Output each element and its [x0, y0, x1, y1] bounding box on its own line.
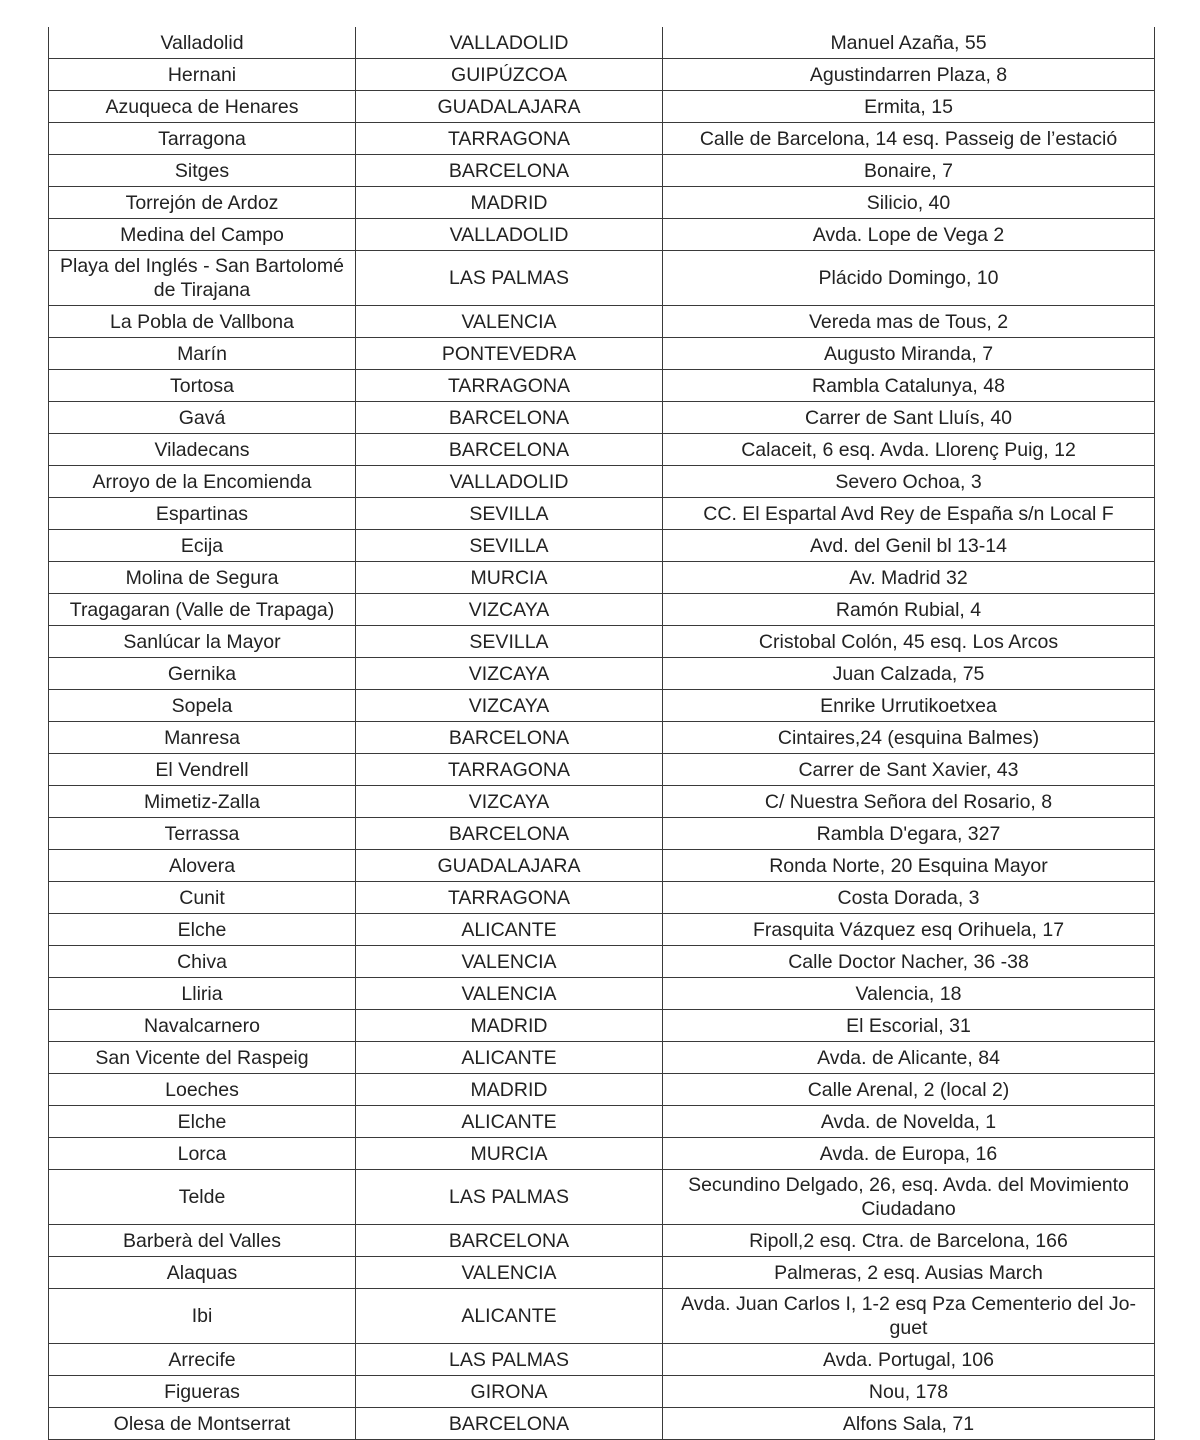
- address-cell: Calle de Barcelona, 14 esq. Passeig de l’estació: [663, 123, 1155, 155]
- city-cell: Hernani: [49, 59, 356, 91]
- address-cell: Calle Arenal, 2 (local 2): [663, 1074, 1155, 1106]
- table-row: [49, 1225, 1155, 1257]
- table-row: [49, 1289, 1155, 1344]
- city-cell: Alovera: [49, 850, 356, 882]
- city-cell: Lorca: [49, 1138, 356, 1170]
- city-cell: Loeches: [49, 1074, 356, 1106]
- province-cell: TARRAGONA: [356, 370, 663, 402]
- city-cell: Torrejón de Ardoz: [49, 187, 356, 219]
- province-cell: VIZCAYA: [356, 786, 663, 818]
- province-cell: BARCELONA: [356, 722, 663, 754]
- table-row: [49, 946, 1155, 978]
- address-cell: Rambla Catalunya, 48: [663, 370, 1155, 402]
- address-cell: El Escorial, 31: [663, 1010, 1155, 1042]
- province-cell: ALICANTE: [356, 1289, 663, 1344]
- table-row: [49, 530, 1155, 562]
- address-cell: Enrike Urrutikoetxea: [663, 690, 1155, 722]
- province-cell: MURCIA: [356, 562, 663, 594]
- province-cell: BARCELONA: [356, 818, 663, 850]
- province-cell: BARCELONA: [356, 155, 663, 187]
- address-cell: Carrer de Sant Lluís, 40: [663, 402, 1155, 434]
- address-cell: Juan Calzada, 75: [663, 658, 1155, 690]
- address-cell: Ripoll,2 esq. Ctra. de Barcelona, 166: [663, 1225, 1155, 1257]
- province-cell: SEVILLA: [356, 530, 663, 562]
- table-row: [49, 722, 1155, 754]
- address-cell: Avda. de Novelda, 1: [663, 1106, 1155, 1138]
- city-cell: Gernika: [49, 658, 356, 690]
- address-cell: Augusto Miranda, 7: [663, 338, 1155, 370]
- table-row: [49, 690, 1155, 722]
- table-row: [49, 1042, 1155, 1074]
- city-cell: Azuqueca de Henares: [49, 91, 356, 123]
- province-cell: SEVILLA: [356, 498, 663, 530]
- province-cell: GUIPÚZCOA: [356, 59, 663, 91]
- city-cell: Medina del Campo: [49, 219, 356, 251]
- address-cell: Avda. Portugal, 106: [663, 1344, 1155, 1376]
- address-cell: Bonaire, 7: [663, 155, 1155, 187]
- city-cell: Tarragona: [49, 123, 356, 155]
- city-cell: Navalcarnero: [49, 1010, 356, 1042]
- province-cell: BARCELONA: [356, 402, 663, 434]
- city-cell: Espartinas: [49, 498, 356, 530]
- city-cell: Olesa de Montserrat: [49, 1408, 356, 1440]
- province-cell: MURCIA: [356, 1138, 663, 1170]
- city-cell: Telde: [49, 1170, 356, 1225]
- table-row: [49, 754, 1155, 786]
- city-cell: Sopela: [49, 690, 356, 722]
- province-cell: TARRAGONA: [356, 882, 663, 914]
- table-row: [49, 818, 1155, 850]
- city-cell: Manresa: [49, 722, 356, 754]
- city-cell: Ecija: [49, 530, 356, 562]
- table-row: [49, 1257, 1155, 1289]
- address-cell: CC. El Espartal Avd Rey de España s/n Local F: [663, 498, 1155, 530]
- address-cell: Avda. Lope de Vega 2: [663, 219, 1155, 251]
- table-row: [49, 27, 1155, 59]
- address-cell: Ermita, 15: [663, 91, 1155, 123]
- province-cell: VALENCIA: [356, 946, 663, 978]
- city-cell: El Vendrell: [49, 754, 356, 786]
- table-row: [49, 498, 1155, 530]
- city-cell: Sitges: [49, 155, 356, 187]
- city-cell: Playa del Inglés - San Bartolomé de Tirajana: [49, 251, 356, 306]
- address-cell: Cintaires,24 (esquina Balmes): [663, 722, 1155, 754]
- table-row: [49, 1170, 1155, 1225]
- city-cell: La Pobla de Vallbona: [49, 306, 356, 338]
- city-cell: Ibi: [49, 1289, 356, 1344]
- table-row: [49, 594, 1155, 626]
- table-row: [49, 1408, 1155, 1440]
- province-cell: GUADALAJARA: [356, 91, 663, 123]
- table-row: [49, 1010, 1155, 1042]
- table-row: [49, 1074, 1155, 1106]
- city-cell: Marín: [49, 338, 356, 370]
- address-cell: Calle Doctor Nacher, 36 -38: [663, 946, 1155, 978]
- address-cell: Manuel Azaña, 55: [663, 27, 1155, 59]
- city-cell: Arrecife: [49, 1344, 356, 1376]
- address-cell: Costa Dorada, 3: [663, 882, 1155, 914]
- table-row: [49, 850, 1155, 882]
- address-cell: Ronda Norte, 20 Esquina Mayor: [663, 850, 1155, 882]
- province-cell: VALENCIA: [356, 1257, 663, 1289]
- address-cell: Avda. Juan Carlos I, 1-2 esq Pza Cementerio del Jo-guet: [663, 1289, 1155, 1344]
- address-cell: Calaceit, 6 esq. Avda. Llorenç Puig, 12: [663, 434, 1155, 466]
- table-row: [49, 1344, 1155, 1376]
- city-cell: Mimetiz-Zalla: [49, 786, 356, 818]
- table-row: [49, 626, 1155, 658]
- address-cell: Agustindarren Plaza, 8: [663, 59, 1155, 91]
- province-cell: ALICANTE: [356, 914, 663, 946]
- address-cell: Avda. de Alicante, 84: [663, 1042, 1155, 1074]
- city-cell: Arroyo de la Encomienda: [49, 466, 356, 498]
- city-cell: Elche: [49, 914, 356, 946]
- table-row: [49, 786, 1155, 818]
- province-cell: MADRID: [356, 1010, 663, 1042]
- table-row: [49, 434, 1155, 466]
- table-row: [49, 658, 1155, 690]
- address-cell: Palmeras, 2 esq. Ausias March: [663, 1257, 1155, 1289]
- province-cell: LAS PALMAS: [356, 1170, 663, 1225]
- table-row: [49, 1106, 1155, 1138]
- city-cell: Tortosa: [49, 370, 356, 402]
- province-cell: VIZCAYA: [356, 690, 663, 722]
- table-row: [49, 155, 1155, 187]
- city-cell: San Vicente del Raspeig: [49, 1042, 356, 1074]
- table-row: [49, 562, 1155, 594]
- province-cell: GUADALAJARA: [356, 850, 663, 882]
- table-row: [49, 187, 1155, 219]
- city-cell: Lliria: [49, 978, 356, 1010]
- province-cell: TARRAGONA: [356, 754, 663, 786]
- province-cell: BARCELONA: [356, 1225, 663, 1257]
- province-cell: BARCELONA: [356, 434, 663, 466]
- address-cell: Plácido Domingo, 10: [663, 251, 1155, 306]
- table-row: [49, 914, 1155, 946]
- address-cell: Vereda mas de Tous, 2: [663, 306, 1155, 338]
- address-cell: Secundino Delgado, 26, esq. Avda. del Movimiento Ciudadano: [663, 1170, 1155, 1225]
- table-row: [49, 251, 1155, 306]
- city-cell: Barberà del Valles: [49, 1225, 356, 1257]
- province-cell: VIZCAYA: [356, 658, 663, 690]
- city-cell: Tragagaran (Valle de Trapaga): [49, 594, 356, 626]
- address-cell: Avda. de Europa, 16: [663, 1138, 1155, 1170]
- table-row: [49, 370, 1155, 402]
- province-cell: VALENCIA: [356, 306, 663, 338]
- table-row: [49, 91, 1155, 123]
- table-row: [49, 59, 1155, 91]
- address-cell: Alfons Sala, 71: [663, 1408, 1155, 1440]
- city-cell: Terrassa: [49, 818, 356, 850]
- city-cell: Chiva: [49, 946, 356, 978]
- city-cell: Valladolid: [49, 27, 356, 59]
- address-cell: Rambla D'egara, 327: [663, 818, 1155, 850]
- address-cell: Avd. del Genil bl 13-14: [663, 530, 1155, 562]
- address-cell: Severo Ochoa, 3: [663, 466, 1155, 498]
- province-cell: MADRID: [356, 187, 663, 219]
- table-row: [49, 219, 1155, 251]
- locations-table: [48, 27, 1155, 1440]
- province-cell: LAS PALMAS: [356, 251, 663, 306]
- province-cell: ALICANTE: [356, 1106, 663, 1138]
- province-cell: VALLADOLID: [356, 219, 663, 251]
- province-cell: VIZCAYA: [356, 594, 663, 626]
- city-cell: Alaquas: [49, 1257, 356, 1289]
- address-cell: Ramón Rubial, 4: [663, 594, 1155, 626]
- province-cell: LAS PALMAS: [356, 1344, 663, 1376]
- table-row: [49, 1138, 1155, 1170]
- city-cell: Viladecans: [49, 434, 356, 466]
- province-cell: ALICANTE: [356, 1042, 663, 1074]
- table-row: [49, 978, 1155, 1010]
- city-cell: Sanlúcar la Mayor: [49, 626, 356, 658]
- table-row: [49, 402, 1155, 434]
- city-cell: Gavá: [49, 402, 356, 434]
- province-cell: PONTEVEDRA: [356, 338, 663, 370]
- address-cell: Carrer de Sant Xavier, 43: [663, 754, 1155, 786]
- province-cell: MADRID: [356, 1074, 663, 1106]
- table-row: [49, 1376, 1155, 1408]
- city-cell: Elche: [49, 1106, 356, 1138]
- address-cell: Silicio, 40: [663, 187, 1155, 219]
- province-cell: VALLADOLID: [356, 27, 663, 59]
- province-cell: VALENCIA: [356, 978, 663, 1010]
- address-cell: Cristobal Colón, 45 esq. Los Arcos: [663, 626, 1155, 658]
- table-row: [49, 466, 1155, 498]
- address-cell: Av. Madrid 32: [663, 562, 1155, 594]
- table-row: [49, 123, 1155, 155]
- city-cell: Figueras: [49, 1376, 356, 1408]
- address-cell: Nou, 178: [663, 1376, 1155, 1408]
- table-row: [49, 882, 1155, 914]
- city-cell: Molina de Segura: [49, 562, 356, 594]
- city-cell: Cunit: [49, 882, 356, 914]
- province-cell: TARRAGONA: [356, 123, 663, 155]
- province-cell: VALLADOLID: [356, 466, 663, 498]
- address-cell: C/ Nuestra Señora del Rosario, 8: [663, 786, 1155, 818]
- address-cell: Frasquita Vázquez esq Orihuela, 17: [663, 914, 1155, 946]
- province-cell: GIRONA: [356, 1376, 663, 1408]
- table-body: [49, 27, 1155, 1440]
- province-cell: BARCELONA: [356, 1408, 663, 1440]
- address-cell: Valencia, 18: [663, 978, 1155, 1010]
- table-row: [49, 306, 1155, 338]
- province-cell: SEVILLA: [356, 626, 663, 658]
- table-row: [49, 338, 1155, 370]
